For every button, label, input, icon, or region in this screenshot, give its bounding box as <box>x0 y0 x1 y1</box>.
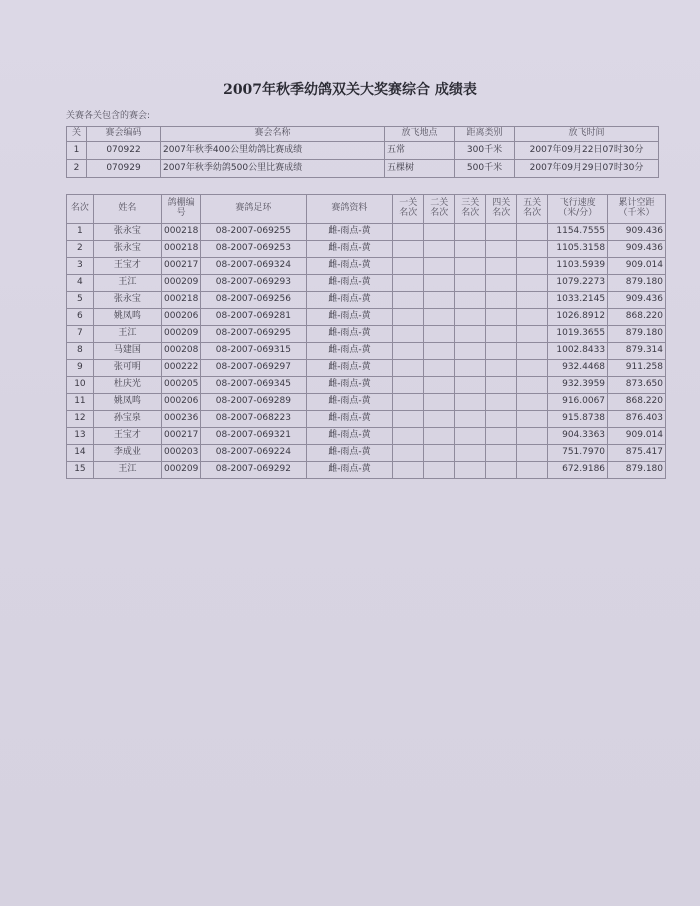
result-cell: 11 <box>67 394 94 411</box>
result-cell <box>486 411 517 428</box>
result-cell: 7 <box>67 326 94 343</box>
result-row <box>67 377 666 394</box>
result-cell: 868.220 <box>608 394 666 411</box>
result-cell <box>455 343 486 360</box>
result-cell: 雌-雨点-黄 <box>306 343 393 360</box>
result-cell: 08-2007-069321 <box>201 428 306 445</box>
result-cell <box>393 258 424 275</box>
result-cell: 1002.8433 <box>548 343 608 360</box>
result-cell: 08-2007-069293 <box>201 275 306 292</box>
result-cell <box>517 343 548 360</box>
race-cell: 1 <box>67 142 87 160</box>
result-cell: 姚凤鸣 <box>93 309 161 326</box>
result-row <box>67 394 666 411</box>
result-header-row <box>67 195 666 224</box>
result-cell <box>517 292 548 309</box>
result-cell: 1079.2273 <box>548 275 608 292</box>
result-cell <box>424 445 455 462</box>
result-cell: 909.436 <box>608 224 666 241</box>
result-cell: 08-2007-069295 <box>201 326 306 343</box>
result-cell <box>455 309 486 326</box>
result-cell: 08-2007-069289 <box>201 394 306 411</box>
result-cell: 672.9186 <box>548 462 608 479</box>
result-cell <box>486 309 517 326</box>
result-header-cell: 二关名次 <box>424 195 455 224</box>
races-body <box>67 127 659 178</box>
result-cell <box>424 394 455 411</box>
result-cell: 000206 <box>162 394 201 411</box>
result-cell: 雌-雨点-黄 <box>306 258 393 275</box>
result-cell: 879.180 <box>608 326 666 343</box>
result-cell: 12 <box>67 411 94 428</box>
result-header-cell: 赛鸽资料 <box>306 195 393 224</box>
result-cell: 9 <box>67 360 94 377</box>
result-cell <box>393 309 424 326</box>
race-row <box>67 160 659 178</box>
result-cell <box>393 377 424 394</box>
result-cell <box>424 343 455 360</box>
results-body <box>67 195 666 479</box>
races-table <box>66 126 659 178</box>
result-cell <box>424 326 455 343</box>
result-cell: 909.436 <box>608 241 666 258</box>
result-cell: 6 <box>67 309 94 326</box>
result-cell: 873.650 <box>608 377 666 394</box>
result-cell: 8 <box>67 343 94 360</box>
result-cell: 868.220 <box>608 309 666 326</box>
race-cell: 300千米 <box>455 142 515 160</box>
result-cell <box>393 343 424 360</box>
result-cell: 1103.5939 <box>548 258 608 275</box>
race-cell: 2007年09月22日07时30分 <box>515 142 659 160</box>
result-cell <box>486 275 517 292</box>
result-cell: 雌-雨点-黄 <box>306 292 393 309</box>
result-row <box>67 411 666 428</box>
result-cell <box>517 462 548 479</box>
result-cell <box>517 326 548 343</box>
result-cell: 916.0067 <box>548 394 608 411</box>
result-cell <box>424 309 455 326</box>
result-cell <box>486 292 517 309</box>
result-row <box>67 462 666 479</box>
result-header-cell: 鸽棚编号 <box>162 195 201 224</box>
result-cell: 000218 <box>162 292 201 309</box>
result-cell: 3 <box>67 258 94 275</box>
result-cell: 909.436 <box>608 292 666 309</box>
race-header-cell: 赛会编码 <box>87 127 161 142</box>
result-cell: 876.403 <box>608 411 666 428</box>
result-header-cell: 累计空距（千米） <box>608 195 666 224</box>
result-row <box>67 309 666 326</box>
result-cell: 1154.7555 <box>548 224 608 241</box>
result-cell <box>393 292 424 309</box>
race-cell: 五棵树 <box>385 160 455 178</box>
result-cell: 雌-雨点-黄 <box>306 462 393 479</box>
result-cell <box>393 326 424 343</box>
result-cell <box>486 360 517 377</box>
races-caption: 关赛各关包含的赛会: <box>66 111 151 121</box>
result-cell: 13 <box>67 428 94 445</box>
result-cell <box>455 428 486 445</box>
result-cell <box>424 462 455 479</box>
race-header-cell: 放飞地点 <box>385 127 455 142</box>
result-cell <box>517 241 548 258</box>
result-cell: 李成业 <box>93 445 161 462</box>
result-cell: 000217 <box>162 258 201 275</box>
result-cell: 1026.8912 <box>548 309 608 326</box>
result-cell: 08-2007-068223 <box>201 411 306 428</box>
result-cell <box>393 241 424 258</box>
result-cell: 张永宝 <box>93 241 161 258</box>
result-cell: 1019.3655 <box>548 326 608 343</box>
result-cell <box>486 428 517 445</box>
result-cell: 000217 <box>162 428 201 445</box>
result-cell: 08-2007-069281 <box>201 309 306 326</box>
race-cell: 五常 <box>385 142 455 160</box>
result-cell: 5 <box>67 292 94 309</box>
result-cell: 08-2007-069292 <box>201 462 306 479</box>
result-cell: 1105.3158 <box>548 241 608 258</box>
result-cell: 000218 <box>162 224 201 241</box>
result-cell <box>486 224 517 241</box>
race-cell: 070929 <box>87 160 161 178</box>
result-cell <box>455 377 486 394</box>
result-cell: 000208 <box>162 343 201 360</box>
result-cell <box>424 428 455 445</box>
result-cell <box>393 275 424 292</box>
race-cell: 500千米 <box>455 160 515 178</box>
result-cell <box>486 394 517 411</box>
result-header-cell: 名次 <box>67 195 94 224</box>
race-header-cell: 赛会名称 <box>161 127 385 142</box>
result-cell: 000209 <box>162 326 201 343</box>
result-cell <box>517 275 548 292</box>
result-cell: 904.3363 <box>548 428 608 445</box>
result-cell: 张可明 <box>93 360 161 377</box>
result-cell: 08-2007-069253 <box>201 241 306 258</box>
result-cell <box>455 462 486 479</box>
result-cell <box>424 224 455 241</box>
result-cell: 2 <box>67 241 94 258</box>
result-cell: 000205 <box>162 377 201 394</box>
result-cell: 杜庆光 <box>93 377 161 394</box>
result-cell: 15 <box>67 462 94 479</box>
race-cell: 070922 <box>87 142 161 160</box>
result-cell: 000236 <box>162 411 201 428</box>
result-cell: 915.8738 <box>548 411 608 428</box>
result-cell <box>455 224 486 241</box>
race-cell: 2007年09月29日07时30分 <box>515 160 659 178</box>
result-cell: 08-2007-069297 <box>201 360 306 377</box>
result-cell <box>486 326 517 343</box>
result-cell: 911.258 <box>608 360 666 377</box>
result-cell <box>517 428 548 445</box>
result-cell: 000222 <box>162 360 201 377</box>
result-cell <box>517 360 548 377</box>
result-cell <box>486 241 517 258</box>
result-cell <box>393 428 424 445</box>
result-cell: 王宝才 <box>93 428 161 445</box>
result-cell <box>455 241 486 258</box>
result-row <box>67 343 666 360</box>
race-header-cell: 关 <box>67 127 87 142</box>
result-cell <box>455 411 486 428</box>
result-cell: 14 <box>67 445 94 462</box>
result-cell <box>455 394 486 411</box>
result-cell: 姚凤鸣 <box>93 394 161 411</box>
result-cell: 10 <box>67 377 94 394</box>
result-cell <box>486 343 517 360</box>
result-cell: 909.014 <box>608 428 666 445</box>
result-row <box>67 445 666 462</box>
result-cell <box>517 394 548 411</box>
result-cell: 875.417 <box>608 445 666 462</box>
result-cell <box>393 360 424 377</box>
result-row <box>67 360 666 377</box>
result-cell: 879.314 <box>608 343 666 360</box>
result-cell <box>424 360 455 377</box>
result-cell: 1033.2145 <box>548 292 608 309</box>
result-cell <box>455 445 486 462</box>
result-cell <box>424 258 455 275</box>
result-cell <box>455 292 486 309</box>
result-cell: 08-2007-069255 <box>201 224 306 241</box>
result-cell: 王江 <box>93 462 161 479</box>
results-table <box>66 194 666 479</box>
result-cell <box>393 224 424 241</box>
result-cell: 1 <box>67 224 94 241</box>
result-cell <box>455 258 486 275</box>
result-row <box>67 326 666 343</box>
race-cell: 2007年秋季幼鸽500公里比赛成绩 <box>161 160 385 178</box>
result-cell <box>517 309 548 326</box>
result-header-cell: 姓名 <box>93 195 161 224</box>
result-cell: 08-2007-069324 <box>201 258 306 275</box>
result-cell: 孙宝泉 <box>93 411 161 428</box>
result-cell: 张永宝 <box>93 292 161 309</box>
result-cell <box>486 462 517 479</box>
result-row <box>67 258 666 275</box>
result-cell: 000209 <box>162 462 201 479</box>
result-cell <box>424 241 455 258</box>
result-cell: 雌-雨点-黄 <box>306 377 393 394</box>
result-row <box>67 428 666 445</box>
result-header-cell: 四关名次 <box>486 195 517 224</box>
page-title: 2007年秋季幼鸽双关大奖赛综合 成绩表 <box>223 82 477 98</box>
result-header-cell: 五关名次 <box>517 195 548 224</box>
result-cell <box>517 224 548 241</box>
result-header-cell: 赛鸽足环 <box>201 195 306 224</box>
result-cell <box>424 292 455 309</box>
result-cell <box>393 411 424 428</box>
result-cell: 4 <box>67 275 94 292</box>
result-cell: 08-2007-069345 <box>201 377 306 394</box>
race-header-cell: 放飞时间 <box>515 127 659 142</box>
result-cell: 雌-雨点-黄 <box>306 326 393 343</box>
race-header-cell: 距离类别 <box>455 127 515 142</box>
result-cell <box>393 394 424 411</box>
result-cell: 王江 <box>93 275 161 292</box>
result-cell: 879.180 <box>608 275 666 292</box>
result-cell <box>517 411 548 428</box>
result-cell: 马建国 <box>93 343 161 360</box>
result-cell: 王宝才 <box>93 258 161 275</box>
result-header-cell: 三关名次 <box>455 195 486 224</box>
result-cell: 08-2007-069315 <box>201 343 306 360</box>
result-cell <box>455 275 486 292</box>
result-cell: 雌-雨点-黄 <box>306 241 393 258</box>
result-cell <box>486 258 517 275</box>
result-header-cell: 一关名次 <box>393 195 424 224</box>
result-cell <box>424 411 455 428</box>
result-cell: 751.7970 <box>548 445 608 462</box>
result-row <box>67 292 666 309</box>
result-cell <box>424 377 455 394</box>
result-cell: 王江 <box>93 326 161 343</box>
result-cell <box>455 360 486 377</box>
result-cell <box>517 377 548 394</box>
result-cell: 雌-雨点-黄 <box>306 428 393 445</box>
result-cell: 000206 <box>162 309 201 326</box>
result-cell <box>486 445 517 462</box>
result-cell: 909.014 <box>608 258 666 275</box>
result-cell: 雌-雨点-黄 <box>306 445 393 462</box>
result-cell: 雌-雨点-黄 <box>306 224 393 241</box>
result-header-cell: 飞行速度（米/分） <box>548 195 608 224</box>
result-cell: 雌-雨点-黄 <box>306 411 393 428</box>
result-cell: 雌-雨点-黄 <box>306 275 393 292</box>
race-cell: 2007年秋季400公里幼鸽比赛成绩 <box>161 142 385 160</box>
result-cell: 08-2007-069224 <box>201 445 306 462</box>
result-row <box>67 275 666 292</box>
result-cell <box>517 445 548 462</box>
result-cell <box>424 275 455 292</box>
result-cell: 000203 <box>162 445 201 462</box>
result-cell: 879.180 <box>608 462 666 479</box>
result-cell: 张永宝 <box>93 224 161 241</box>
result-cell: 雌-雨点-黄 <box>306 309 393 326</box>
result-cell: 932.3959 <box>548 377 608 394</box>
result-cell <box>455 326 486 343</box>
result-cell <box>486 377 517 394</box>
result-cell <box>393 462 424 479</box>
result-cell <box>517 258 548 275</box>
race-row <box>67 142 659 160</box>
result-cell: 雌-雨点-黄 <box>306 394 393 411</box>
race-header-row <box>67 127 659 142</box>
result-cell: 932.4468 <box>548 360 608 377</box>
result-cell <box>393 445 424 462</box>
result-row <box>67 241 666 258</box>
result-row <box>67 224 666 241</box>
race-cell: 2 <box>67 160 87 178</box>
result-cell: 08-2007-069256 <box>201 292 306 309</box>
result-cell: 000209 <box>162 275 201 292</box>
result-cell: 000218 <box>162 241 201 258</box>
result-cell: 雌-雨点-黄 <box>306 360 393 377</box>
